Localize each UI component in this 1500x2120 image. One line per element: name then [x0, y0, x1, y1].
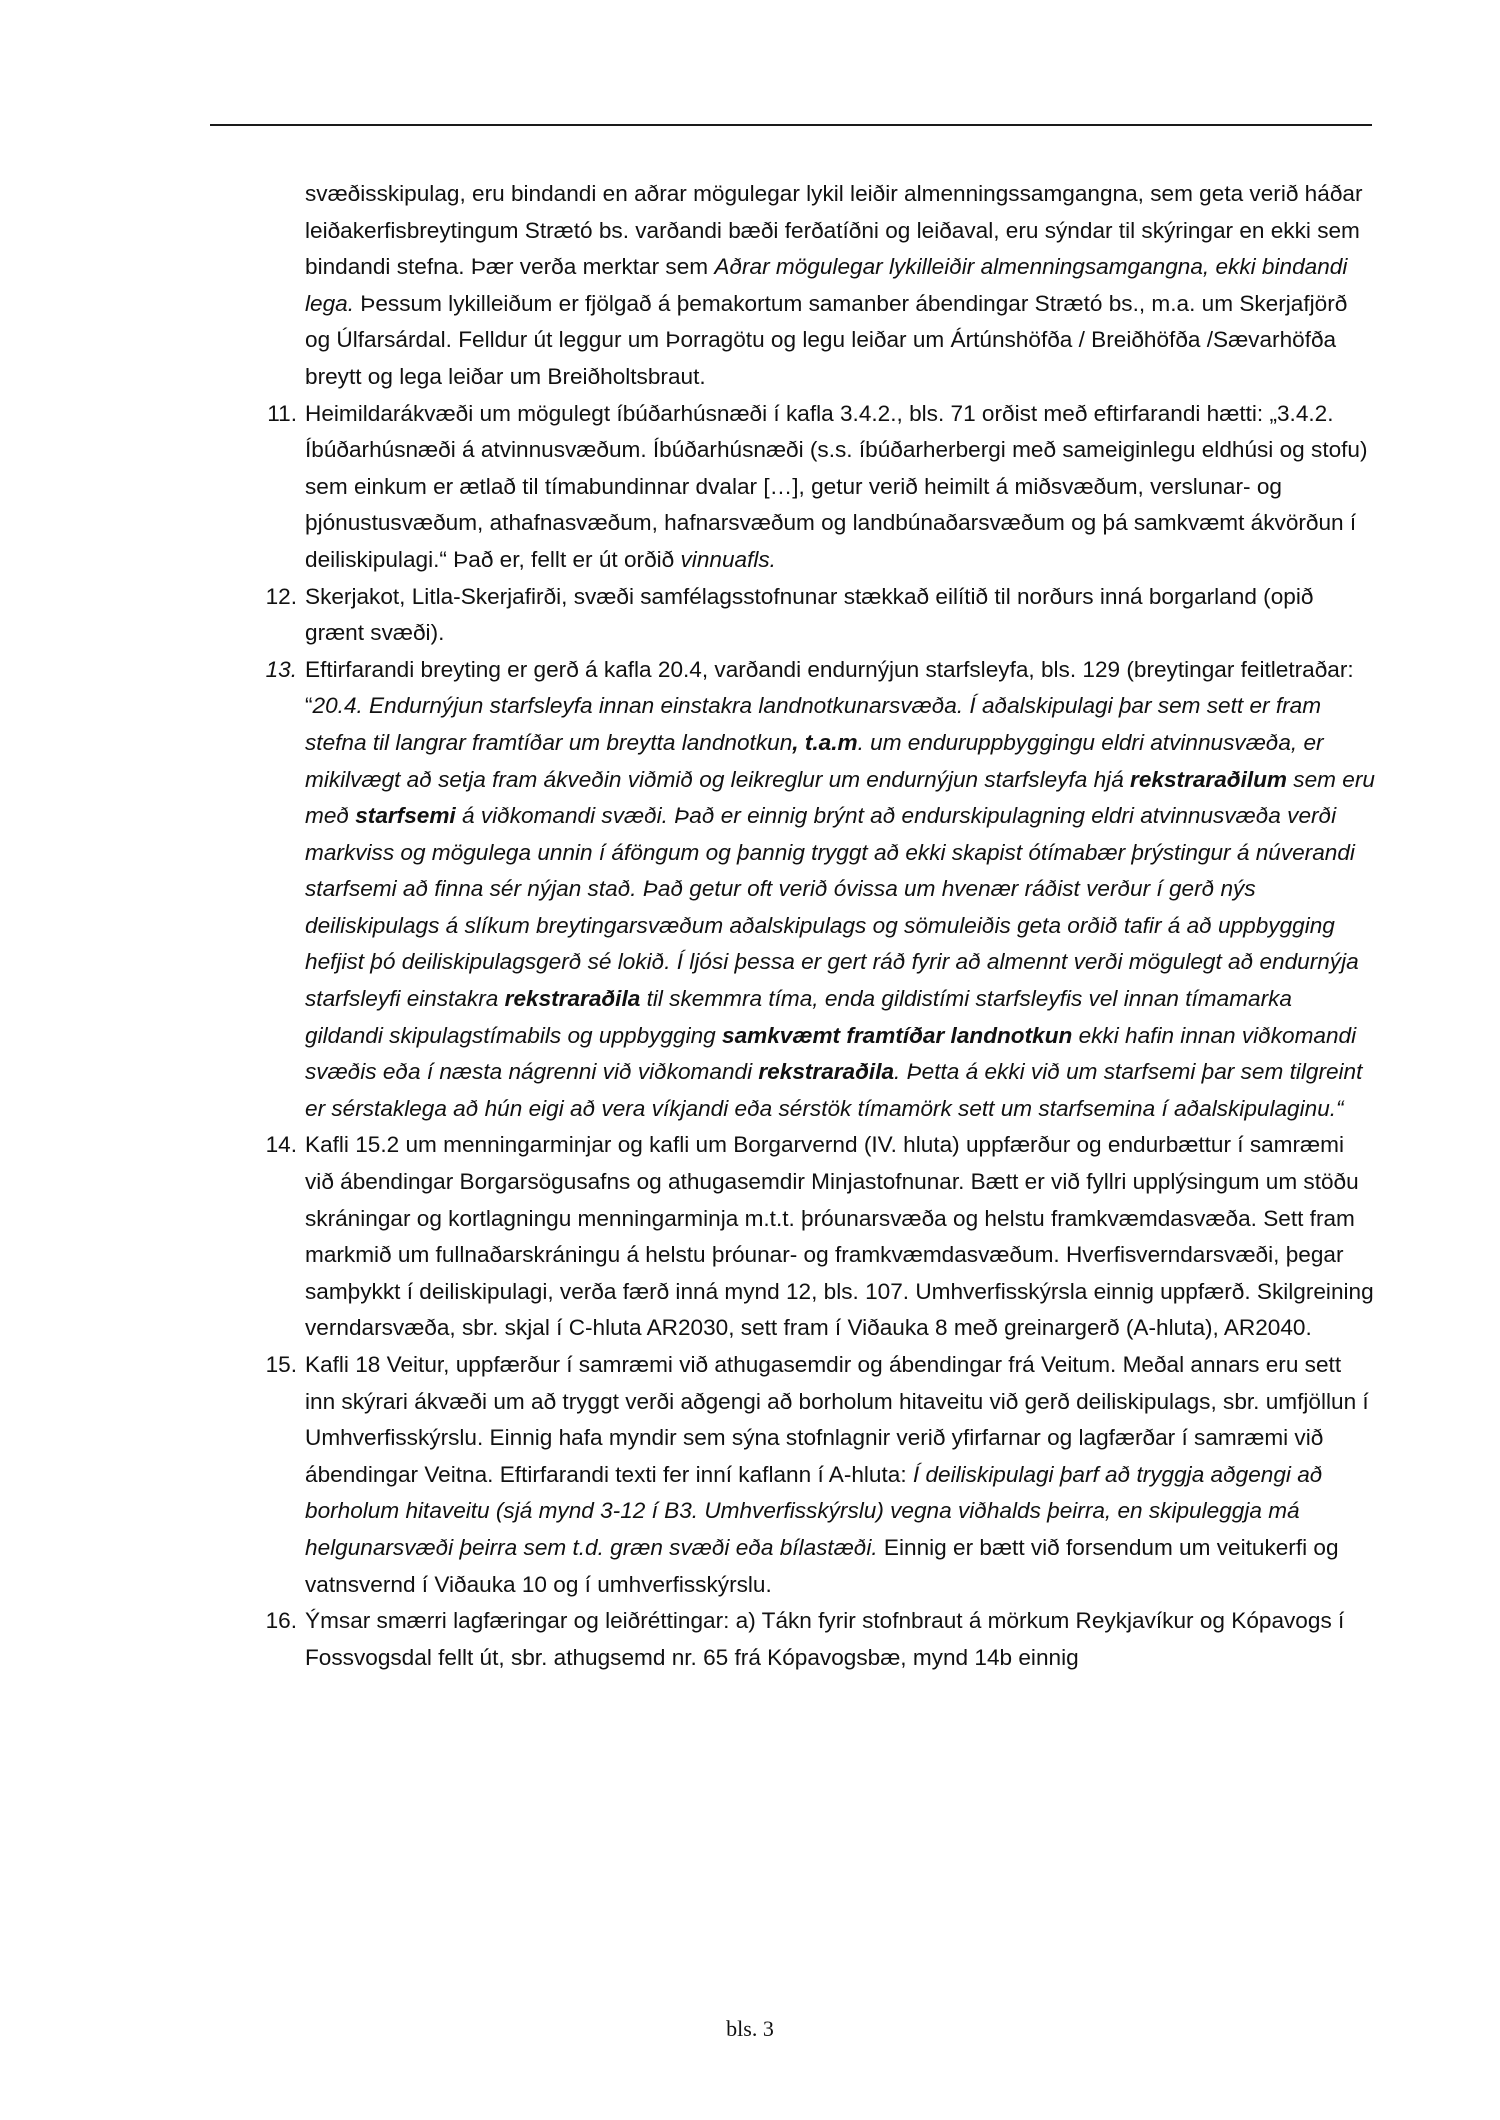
- page-number: bls. 3: [726, 2016, 774, 2041]
- list-item-13: 13. Eftirfarandi breyting er gerð á kafla 20.4, varðandi endurnýjun starfsleyfa, bls. 129 (breytingar feitletraðar: “20.4. Endurnýjun starfsleyfa innan einstakra landnotkunarsvæða. Í aðalskipulagi þar sem sett er fram stefna til langrar framtíðar um breytta landnotkun, t.a.m. um enduruppbyggingu eldri atvinnusvæða, er mikilvægt að setja fram ákveðin viðmið og leikreglur um endurnýjun starfsleyfa hjá rekstraraðilum sem eru með starfsemi á viðkomandi svæði. Það er einnig brýnt að endurskipulagning eldri atvinnusvæða verði markviss og mögulega unnin í áföngum og þannig tryggt að ekki skapist ótímabær þrýstingur á núverandi starfsemi að finna sér nýjan stað. Það getur oft verið óvissa um hvenær ráðist verður í gerð nýs deiliskipulags á slíkum breytingarsvæðum aðalskipulags og sömuleiðis geta orðið tafir á að uppbygging hefjist þó deiliskipulagsgerð sé lokið. Í ljósi þessa er gert ráð fyrir að almennt verði mögulegt að endurnýja starfsleyfi einstakra rekstraraðila til skemmra tíma, enda gildistími starfsleyfis vel innan tímamarka gildandi skipulagstímabils og uppbygging samkvæmt framtíðar landnotkun ekki hafin innan viðkomandi svæðis eða í næsta nágrenni við viðkomandi rekstraraðila. Þetta á ekki við um starfsemi þar sem tilgreint er sérstaklega að hún eigi að vera víkjandi eða sérstök tímamörk sett um starfsemina í aðalskipulaginu.“: [255, 652, 1375, 1128]
- item-number: 16.: [265, 1608, 297, 1634]
- list-item-15: 15. Kafli 18 Veitur, uppfærður í samræmi við athugasemdir og ábendingar frá Veitum. Meðal annars eru sett inn skýrari ákvæði um að tryggt verði aðgengi að borholum hitaveitu við gerð deiliskipulags, sbr. umfjöllun í Umhverfisskýrslu. Einnig hafa myndir sem sýna stofnlagnir verið yfirfarnar og lagfærðar í samræmi við ábendingar Veitna. Eftirfarandi texti fer inní kaflann í A-hluta: Í deiliskipulagi þarf að tryggja aðgengi að borholum hitaveitu (sjá mynd 3-12 í B3. Umhverfisskýrslu) vegna viðhalds þeirra, en skipuleggja má helgunarsvæði þeirra sem t.d. græn svæði eða bílastæði. Einnig er bætt við forsendum um veitukerfi og vatnsvernd í Viðauka 10 og í umhverfisskýrslu.: [255, 1347, 1375, 1603]
- intro-paragraph: svæðisskipulag, eru bindandi en aðrar mögulegar lykil leiðir almenningssamgangna, sem geta verið háðar leiðakerfisbreytingum Strætó bs. varðandi bæði ferðatíðni og leiðaval, eru sýndar til skýringar en ekki sem bindandi stefna. Þær verða merktar sem Aðrar mögulegar lykilleiðir almenningsamgangna, ekki bindandi lega. Þessum lykilleiðum er fjölgað á þemakortum samanber ábendingar Strætó bs., m.a. um Skerjafjörð og Úlfarsárdal. Felldur út leggur um Þorragötu og legu leiðar um Ártúnshöfða / Breiðhöfða /Sævarhöfða breytt og lega leiðar um Breiðholtsbraut.: [305, 181, 1363, 389]
- list-item-14: 14. Kafli 15.2 um menningarminjar og kafli um Borgarvernd (IV. hluta) uppfærður og endurbættur í samræmi við ábendingar Borgarsögusafns og athugasemdir Minjastofnunar. Bætt er við fyllri upplýsingum um stöðu skráningar og kortlagningu menningarminja m.t.t. þróunarsvæða og helstu framkvæmdasvæða. Sett fram markmið um fullnaðarskráningu á helstu þróunar- og framkvæmdasvæðum. Hverfisverndarsvæði, þegar samþykkt í deiliskipulagi, verða færð inná mynd 12, bls. 107. Umhverfisskýrsla einnig uppfærð. Skilgreining verndarsvæða, sbr. skjal í C-hluta AR2030, sett fram í Viðauka 8 með greinargerð (A-hluta), AR2040.: [255, 1127, 1375, 1347]
- item-number: 15.: [265, 1352, 297, 1377]
- document-body: [255, 176, 1375, 1676]
- header-rule: [210, 124, 1372, 126]
- item-number: 11.: [267, 400, 297, 426]
- list-item-16: 16. Ýmsar smærri lagfæringar og leiðréttingar: a) Tákn fyrir stofnbraut á mörkum Reykjavíkur og Kópavogs í Fossvogsdal fellt út, sbr. athugsemd nr. 65 frá Kópavogsbæ, mynd 14b einnig: [255, 1603, 1375, 1676]
- list-item-12: 12. Skerjakot, Litla-Skerjafirði, svæði samfélagsstofnunar stækkað eilítið til norðurs inná borgarland (opið grænt svæði).: [255, 579, 1375, 652]
- item-number: 14.: [265, 1132, 297, 1158]
- item-number: 12.: [265, 583, 297, 609]
- list-item-11: 11. Heimildarákvæði um mögulegt íbúðarhúsnæði í kafla 3.4.2., bls. 71 orðist með eftirfarandi hætti: „3.4.2. Íbúðarhúsnæði á atvinnusvæðum. Íbúðarhúsnæði (s.s. íbúðarherbergi með sameiginlegu eldhúsi og stofu) sem einkum er ætlað til tímabundinnar dvalar […], getur verið heimilt á miðsvæðum, verslunar- og þjónustusvæðum, athafnasvæðum, hafnarsvæðum og landbúnaðarsvæðum og þá samkvæmt ákvörðun í deiliskipulagi.“ Það er, fellt er út orðið vinnuafls.: [255, 396, 1375, 579]
- item-number: 13.: [265, 656, 297, 682]
